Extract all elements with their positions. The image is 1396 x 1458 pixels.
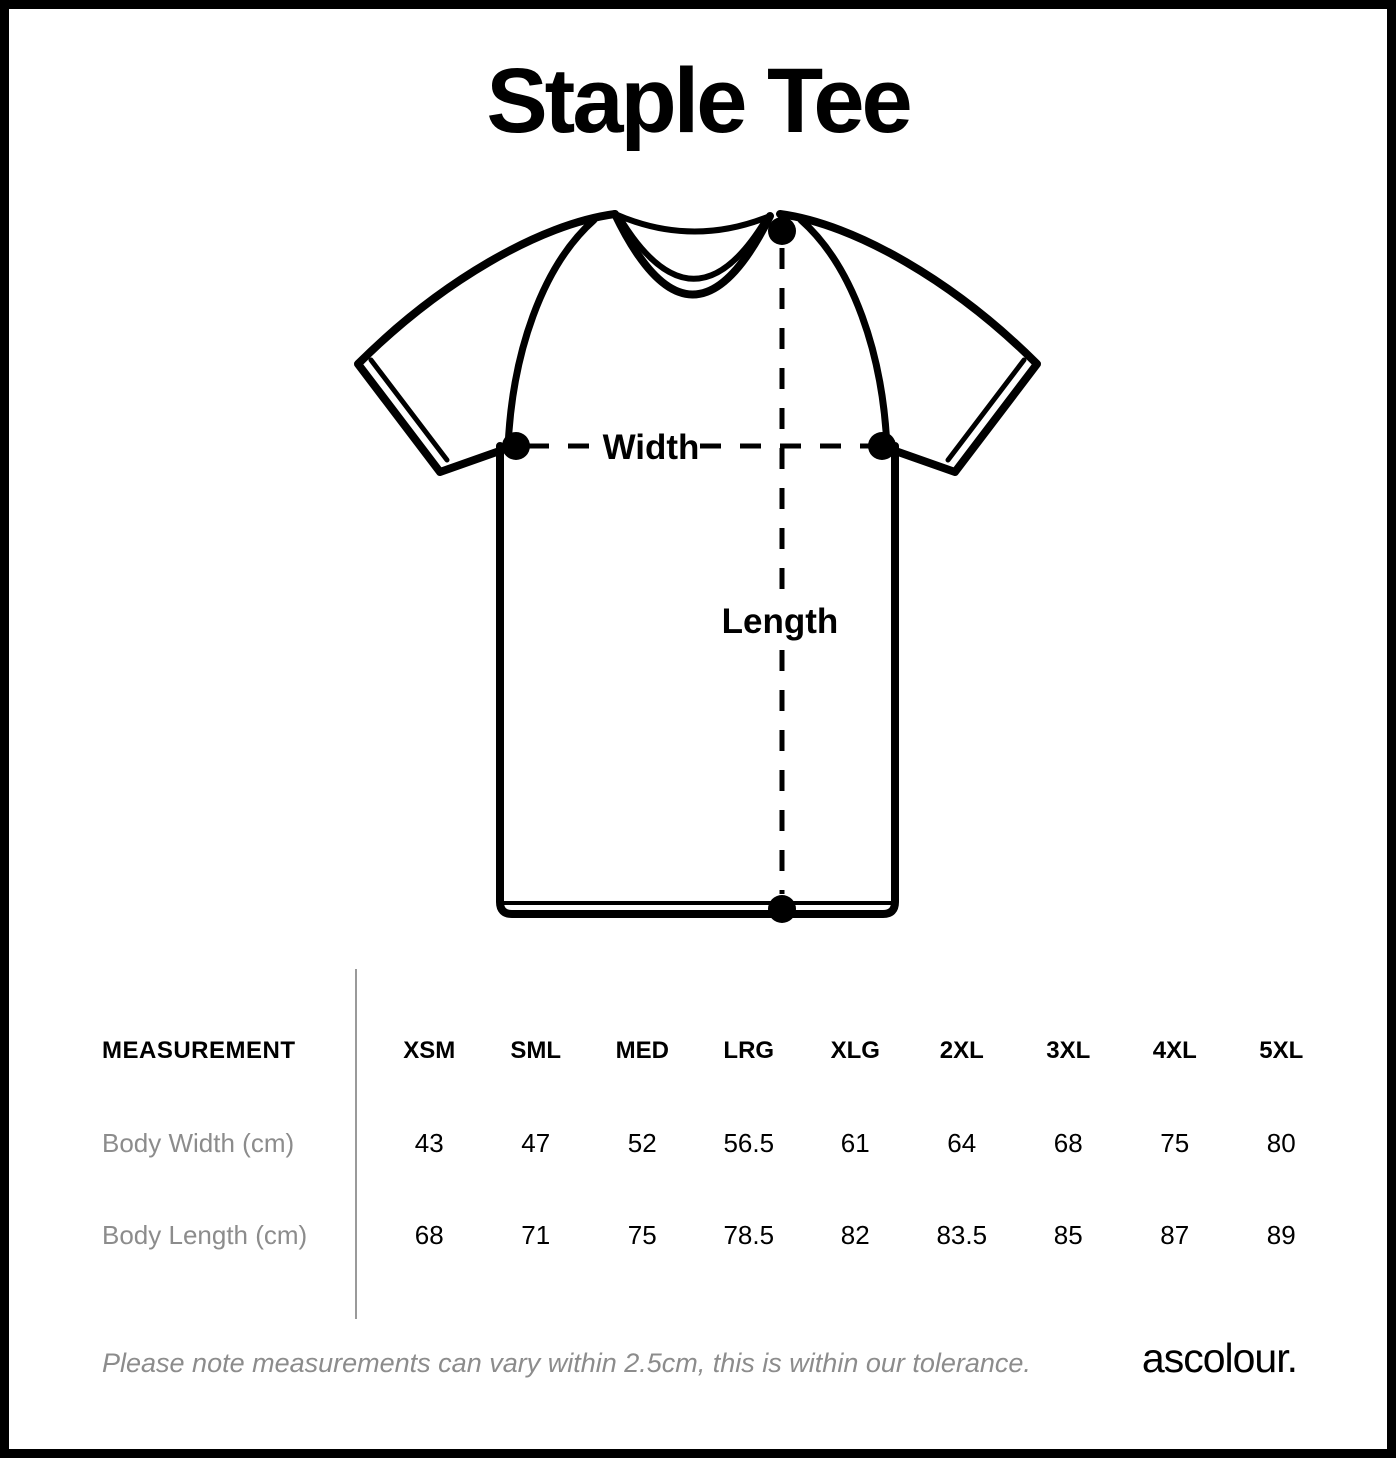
page-title: Staple Tee (486, 50, 910, 152)
tolerance-note: Please note measurements can vary within 2.5cm, this is within our tolerance. (102, 1348, 1031, 1378)
body-width-row-label (102, 1097, 355, 1189)
body-width-value: 75 (1160, 1127, 1190, 1158)
size-header-cell: XSM (403, 1037, 456, 1064)
body-width-value: 80 (1266, 1127, 1296, 1158)
size-header-cell: XLG (830, 1037, 880, 1064)
tee-left-sleeve-outline (358, 214, 615, 472)
tee-left-cuff-hem-line (371, 360, 447, 460)
brand-logo: ascolour. (1141, 1335, 1297, 1381)
tee-body-outline (500, 446, 895, 914)
body-width-row (376, 1097, 1335, 1189)
size-header-cell: 2XL (939, 1037, 984, 1064)
measurement-header: MEASUREMENT (102, 1037, 296, 1064)
body-length-value: 85 (1053, 1219, 1083, 1250)
left-underarm-dot (502, 432, 530, 460)
tee-collar-back-neck-curve (615, 214, 770, 232)
body-width-value: 61 (840, 1127, 870, 1158)
body-width-value: 52 (627, 1127, 657, 1158)
body-length-value: 71 (521, 1219, 551, 1250)
size-header-row (376, 1005, 1335, 1097)
shoulder-point-dot (768, 217, 796, 245)
footer (102, 1335, 1297, 1382)
body-length-row-label (102, 1189, 355, 1281)
body-length-value: 87 (1160, 1219, 1190, 1250)
tee-diagram-svg (350, 204, 1056, 929)
size-table-label-column (102, 969, 355, 1319)
size-table-header-row-label (102, 1005, 355, 1097)
body-width-value: 64 (947, 1127, 977, 1158)
body-length-value: 89 (1266, 1219, 1296, 1250)
body-length-value: 68 (414, 1219, 444, 1250)
width-measure-label: Width (602, 428, 700, 467)
tee-right-sleeve-outline (780, 214, 1037, 472)
row-label: Body Length (cm) (102, 1219, 308, 1250)
body-width-value: 43 (414, 1127, 444, 1158)
body-width-value: 68 (1053, 1127, 1083, 1158)
size-header-cell: SML (510, 1037, 562, 1064)
size-table (102, 969, 1335, 1319)
right-underarm-dot (868, 432, 896, 460)
tee-right-armhole-seam (801, 220, 887, 448)
tee-right-cuff-hem-line (948, 360, 1024, 460)
length-measure-label: Length (721, 602, 839, 641)
size-header-cell: MED (615, 1037, 669, 1064)
body-width-value: 56.5 (723, 1127, 775, 1158)
tee-left-armhole-seam (508, 220, 594, 448)
body-width-value: 47 (521, 1127, 551, 1158)
body-length-value: 75 (627, 1219, 657, 1250)
size-table-data-columns (355, 969, 1335, 1319)
size-header-cell: 4XL (1152, 1037, 1197, 1064)
size-header-cell: 3XL (1046, 1037, 1091, 1064)
body-length-value: 83.5 (936, 1219, 988, 1250)
bottom-hem-dot (768, 895, 796, 923)
size-header-cell: LRG (723, 1037, 775, 1064)
body-length-row (376, 1189, 1335, 1281)
body-length-value: 78.5 (723, 1219, 775, 1250)
tee-diagram (350, 204, 1056, 929)
row-label: Body Width (cm) (102, 1127, 295, 1158)
body-length-value: 82 (840, 1219, 870, 1250)
size-header-cell: 5XL (1259, 1037, 1304, 1064)
